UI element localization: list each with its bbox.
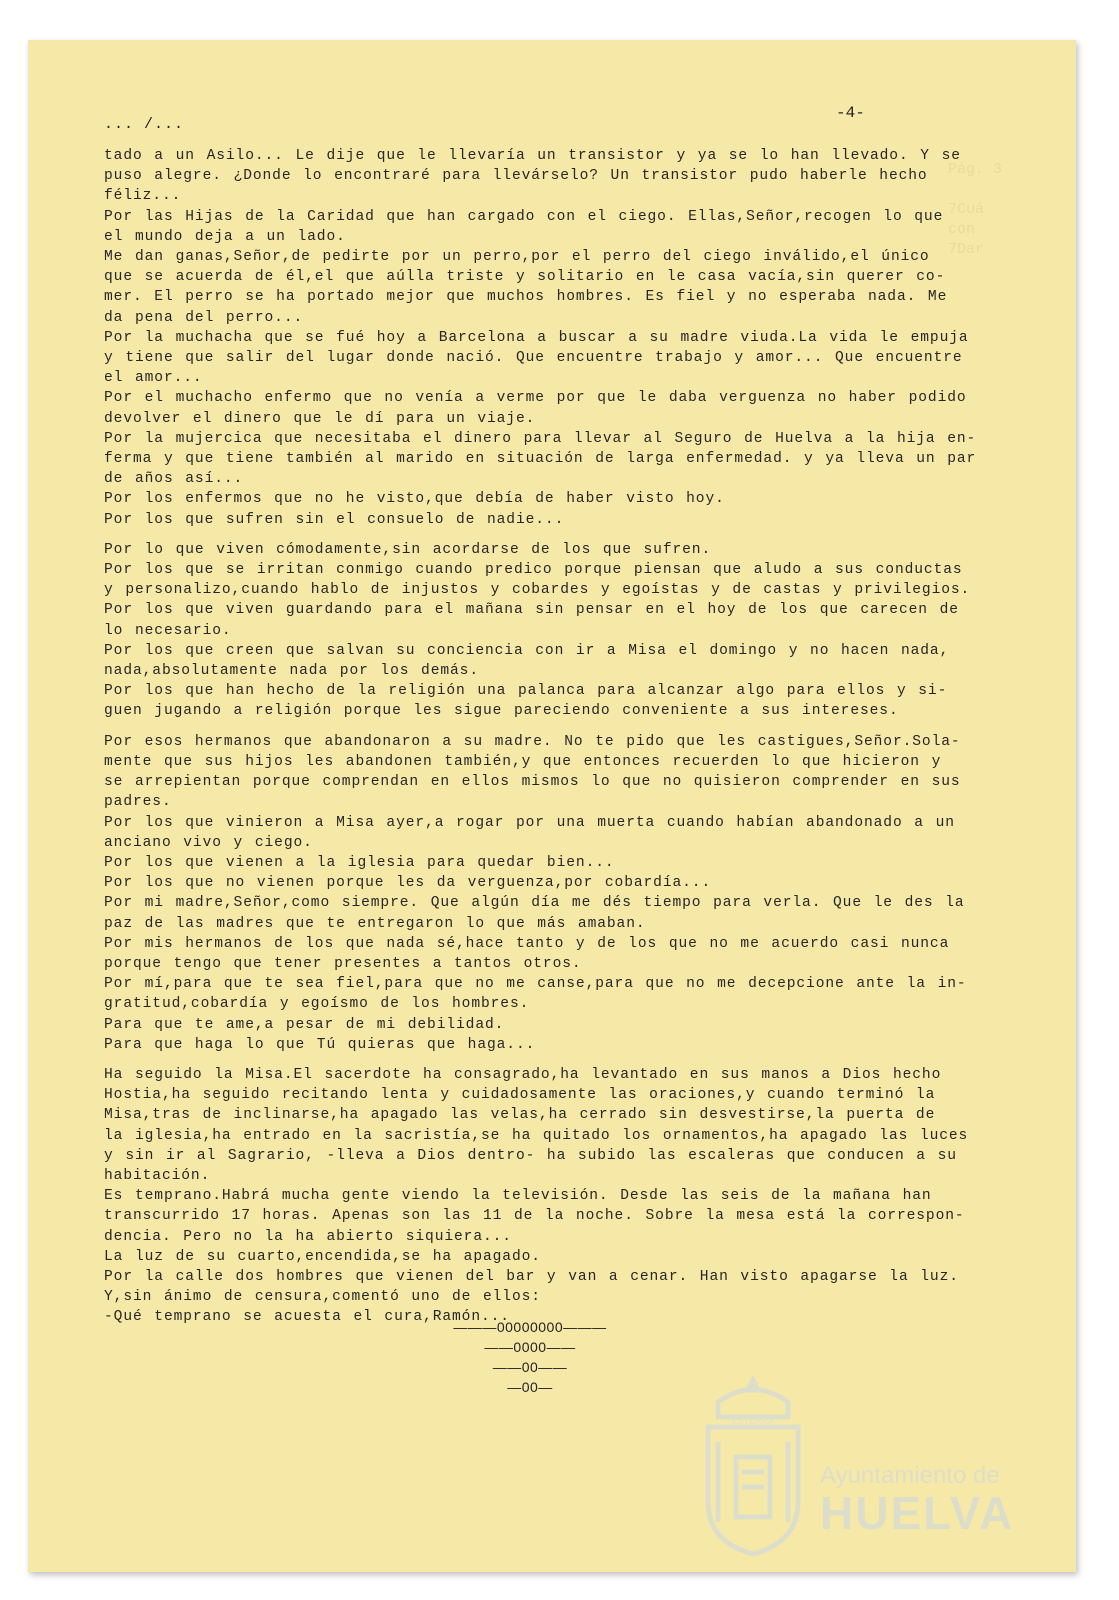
text-line: se arrepientan porque comprendan en ellos mismos lo que no quisieron comprender en sus <box>104 774 961 791</box>
text-line: féliz... <box>104 188 182 205</box>
text-line: y sin ir al Sagrario, -lleva a Dios dentro- ha subido las escaleras que conducen a su <box>104 1147 957 1164</box>
text-line: y tiene que salir del lugar donde nació. Que encuentre trabajo y amor... Que encuentre <box>104 350 963 367</box>
text-line: tado a un Asilo... Le dije que le llevaría un transistor y ya se lo han llevado. Y se <box>104 148 961 164</box>
svg-text:ESTERRA: ESTERRA <box>731 1416 775 1426</box>
paragraph-gap <box>104 1055 984 1065</box>
text-line: Por los que vinieron a Misa ayer,a rogar por una muerta cuando habían abandonado a un <box>104 814 955 831</box>
text-line: dencia. Pero no la ha abierto siquiera... <box>104 1228 512 1245</box>
text-line: Ha seguido la Misa.El sacerdote ha consagrado,ha levantado en sus manos a Dios hecho <box>104 1066 942 1083</box>
separator-line-3: ——00—— <box>492 1359 568 1375</box>
text-line: Por los que han hecho de la religión una palanca para alcanzar algo para ellos y si- <box>104 683 948 700</box>
text-line: Misa,tras de inclinarse,ha apagado las velas,ha cerrado sin desvestirse,la puerta de <box>104 1107 936 1124</box>
text-line: Por las Hijas de la Caridad que han cargado con el ciego. Ellas,Señor,recogen lo que <box>104 208 944 225</box>
text-line: transcurrido 17 horas. Apenas son las 11 de la noche. Sobre la mesa está la correspon- <box>104 1208 965 1225</box>
text-line: de años así... <box>104 471 244 488</box>
text-line: mer. El perro se ha portado mejor que muchos hombres. Es fiel y no esperaba nada. Me <box>104 289 948 306</box>
separator-line-1: ———00000000——— <box>453 1319 607 1335</box>
text-line: Por mis hermanos de los que nada sé,hace tanto y de los que no me acuerdo casi nunca <box>104 935 950 952</box>
text-line: Hostia,ha seguido recitando lenta y cuidadosamente las oraciones,y cuando terminó la <box>104 1087 936 1104</box>
text-line: Por los que sufren sin el consuelo de nadie... <box>104 511 565 528</box>
paragraph-gap <box>104 722 984 732</box>
text-line: Es temprano.Habrá mucha gente viendo la televisión. Desde las seis de la mañana han <box>104 1188 932 1205</box>
text-line: anciano vivo y ciego. <box>104 834 313 851</box>
text-line: puso alegre. ¿Donde lo encontraré para llevárselo? Un transistor pudo haberle hecho <box>104 168 928 185</box>
text-line: Por los enfermos que no he visto,que debía de haber visto hoy. <box>104 491 725 508</box>
text-line: gratitud,cobardía y egoísmo de los hombres. <box>104 996 530 1013</box>
text-line: habitación. <box>104 1167 211 1184</box>
text-line: -Qué temprano se acuesta el cura,Ramón... <box>104 1309 510 1326</box>
text-line: Por la muchacha que se fué hoy a Barcelona a buscar a su madre viuda.La vida le empuja <box>104 329 969 346</box>
continuation-marker: ... /... <box>104 116 185 133</box>
text-line: Por los que se irritan conmigo cuando predico porque piensan que aludo a sus conductas <box>104 562 963 579</box>
text-line: Por los que vienen a la iglesia para quedar bien... <box>104 854 615 871</box>
page-number: -4- <box>836 104 865 122</box>
text-line: Por los que creen que salvan su conciencia con ir a Misa el domingo y no hacen nada, <box>104 642 950 659</box>
text-line: y personalizo,cuando hablo de injustos y cobardes y egoístas y de castas y privilegios. <box>104 582 971 599</box>
text-line: Y,sin ánimo de censura,comentó uno de ellos: <box>104 1289 541 1306</box>
text-line: padres. <box>104 794 172 811</box>
separator-line-4: —00— <box>507 1379 553 1395</box>
text-line: Me dan ganas,Señor,de pedirte por un perro,por el perro del ciego inválido,el único <box>104 249 930 266</box>
text-line: el mundo deja a un lado. <box>104 228 346 245</box>
text-line: guen jugando a religión porque les sigue pareciendo conveniente a sus intereses. <box>104 703 899 720</box>
text-line: Para que te ame,a pesar de mi debilidad. <box>104 1016 505 1033</box>
separator-line-2: ——0000—— <box>484 1339 576 1355</box>
text-line: devolver el dinero que le dí para un viaje. <box>104 410 536 427</box>
text-line: Por mi madre,Señor,como siempre. Que algún día me dés tiempo para verla. Que le des la <box>104 895 965 912</box>
text-line: Por el muchacho enfermo que no venía a verme por que le daba verguenza no haber podido <box>104 390 967 407</box>
text-line: Para que haga lo que Tú quieras que haga... <box>104 1036 536 1053</box>
text-line: nada,absolutamente nada por los demás. <box>104 663 479 680</box>
text-line: mente que sus hijos les abandonen también,y que entonces recuerden lo que hicieron y <box>104 753 942 770</box>
text-line: el amor... <box>104 370 203 387</box>
text-line: Por la calle dos hombres que vienen del bar y van a cenar. Han visto apagarse la luz. <box>104 1268 959 1285</box>
typed-body-text <box>104 146 984 1328</box>
show-through-text: Pág. 3 7Cuá con 7Dar <box>948 161 1003 258</box>
text-line: Por lo que viven cómodamente,sin acordarse de los que sufren. <box>104 541 712 558</box>
text-line: lo necesario. <box>104 622 232 639</box>
text-line: da pena del perro... <box>104 309 304 326</box>
text-line: Por los que viven guardando para el mañana sin pensar en el hoy de los que carecen de <box>104 602 959 619</box>
text-line: paz de las madres que te entregaron lo que más amaban. <box>104 915 646 932</box>
text-line: ferma y que tiene también al marido en situación de larga enfermedad. y ya lleva un par <box>104 451 977 468</box>
watermark-line-2: HUELVA <box>820 1487 1015 1539</box>
text-line: Por mí,para que te sea fiel,para que no me canse,para que no me decepcione ante la in- <box>104 976 967 993</box>
watermark-line-1: Ayuntamiento de <box>820 1462 1000 1489</box>
text-line: Por la mujercica que necesitaba el dinero para llevar al Seguro de Huelva a la hija en- <box>104 430 977 447</box>
text-line: Por esos hermanos que abandonaron a su madre. No te pido que les castigues,Señor.Sola- <box>104 733 961 750</box>
text-line: porque tengo que tener presentes a tantos otros. <box>104 955 582 972</box>
text-line: la iglesia,ha entrado en la sacristía,se ha quitado los ornamentos,ha apagado las luces <box>104 1127 969 1144</box>
text-line: Por los que no vienen porque les da verguenza,por cobardía... <box>104 875 712 892</box>
text-line: La luz de su cuarto,encendida,se ha apagado. <box>104 1248 541 1265</box>
text-line: que se acuerda de él,el que aúlla triste y solitario en le casa vacía,sin querer co- <box>104 269 946 286</box>
paragraph-gap <box>104 530 984 540</box>
city-seal-icon <box>688 1372 818 1562</box>
ayuntamiento-huelva-watermark <box>688 1372 1028 1562</box>
